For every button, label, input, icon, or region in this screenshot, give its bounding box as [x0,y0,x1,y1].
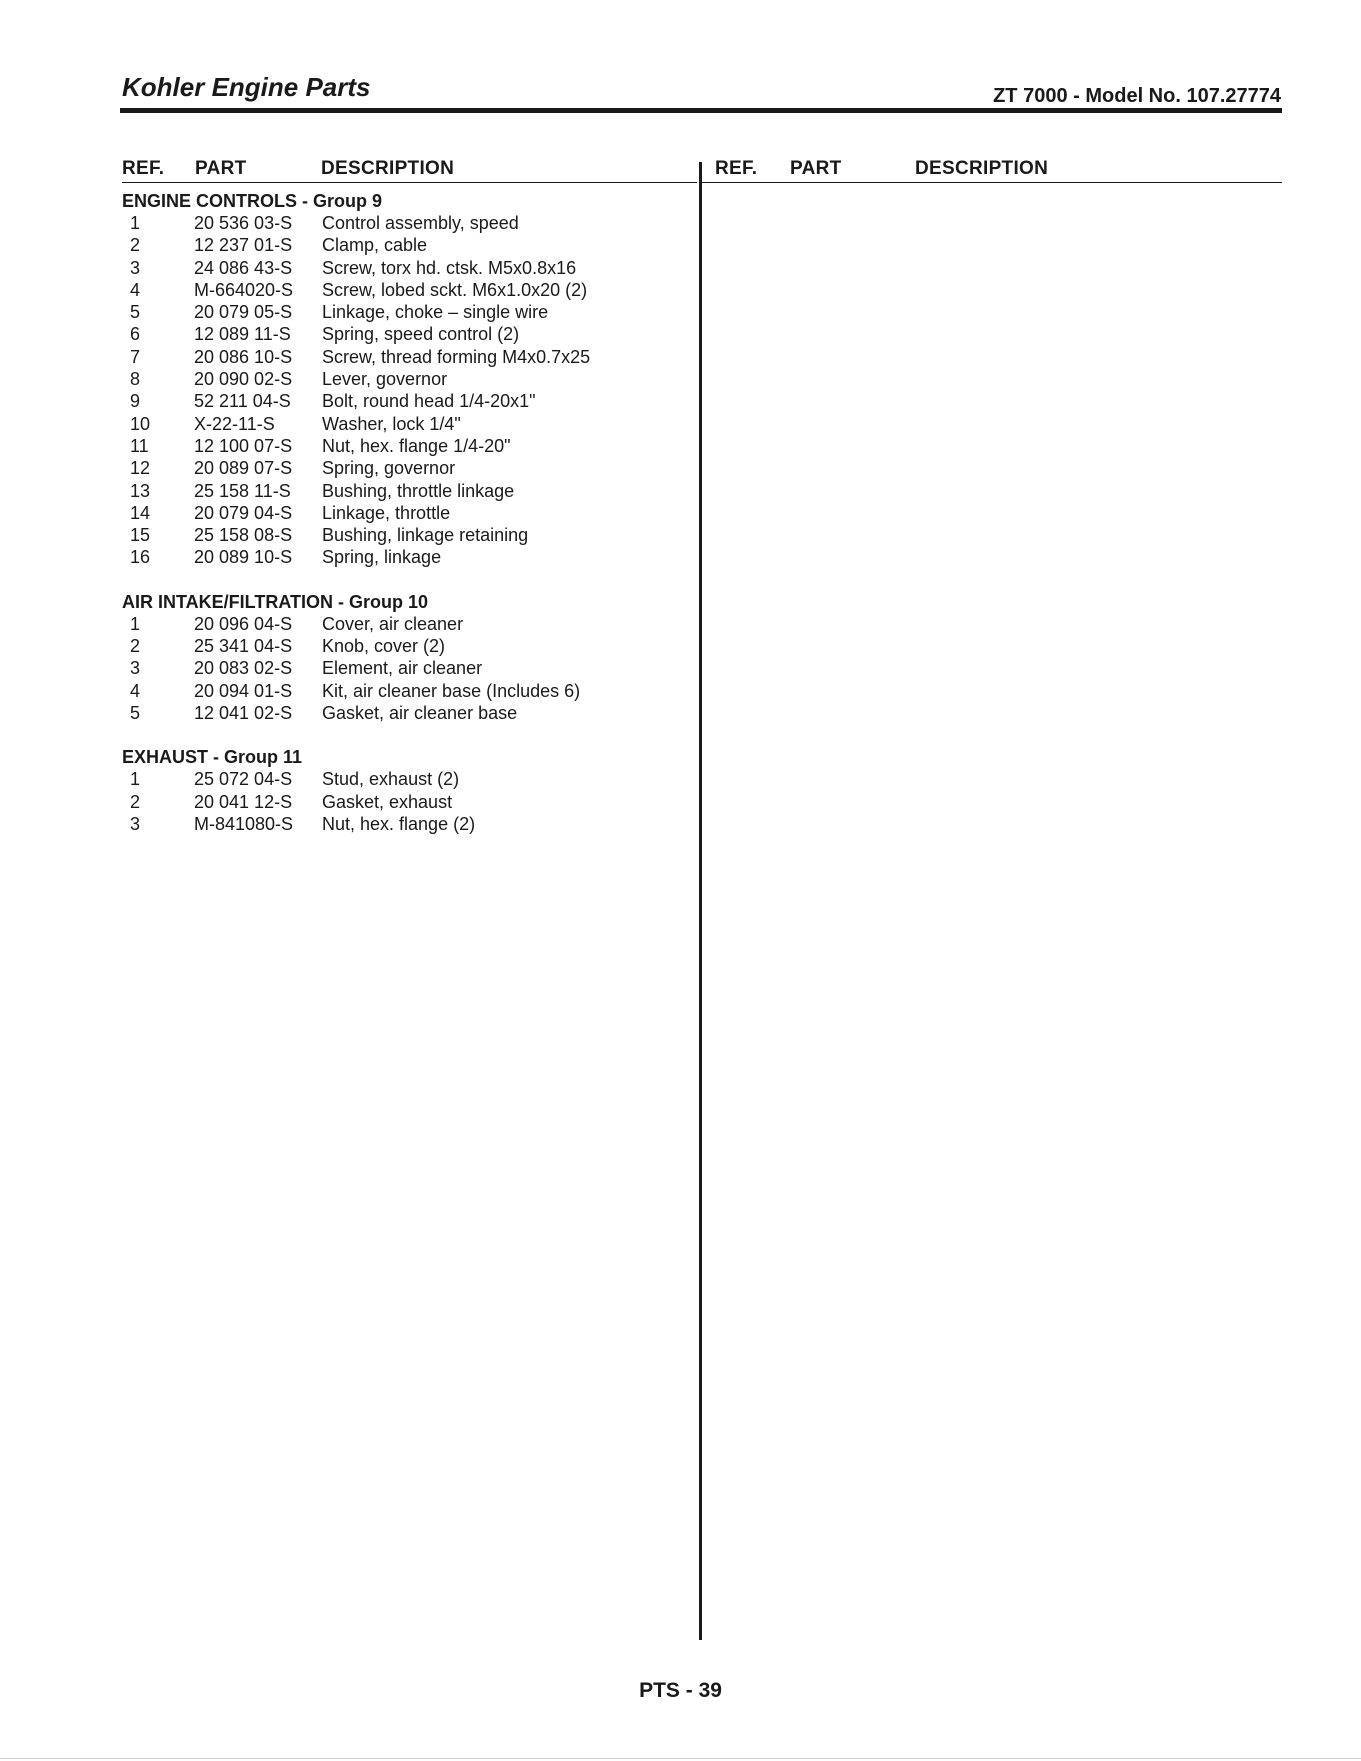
part-row [122,502,682,524]
part-description: Spring, speed control (2) [322,324,520,345]
header-divider [120,108,1282,113]
part-description: Nut, hex. flange 1/4-20" [322,435,511,456]
part-number: 52 211 04-S [194,391,291,412]
right-heading-rule [702,182,1282,183]
part-row [122,390,682,412]
part-row [122,813,682,835]
ref-number: 16 [130,547,151,568]
part-number: 25 158 11-S [194,480,291,501]
part-number: 20 079 04-S [194,502,293,523]
part-row [122,657,682,679]
model-number: ZT 7000 - Model No. 107.27774 [993,85,1281,107]
right-ref-heading: REF. [715,158,758,179]
part-row [122,680,682,702]
bottom-edge-rule [0,1758,1361,1759]
part-row [122,613,682,635]
part-number: 12 041 02-S [194,702,293,723]
part-description: Stud, exhaust (2) [322,769,460,790]
ref-number: 6 [130,324,141,345]
part-row [122,457,682,479]
ref-number: 13 [130,480,151,501]
part-row [122,346,682,368]
part-number: 20 041 12-S [194,791,293,812]
part-description: Control assembly, speed [322,213,519,233]
group-title: EXHAUST - Group 11 [122,747,303,768]
part-row [122,791,682,813]
part-row [122,301,682,323]
part-number: 20 096 04-S [194,613,293,634]
part-description: Gasket, exhaust [322,791,453,812]
part-row [122,413,682,435]
part-description: Clamp, cable [322,235,428,256]
ref-number: 1 [130,613,141,634]
left-part-heading: PART [195,158,247,179]
part-description: Gasket, air cleaner base [322,702,518,723]
parts-group [122,591,682,724]
group-title: ENGINE CONTROLS - Group 9 [122,191,383,211]
part-row [122,435,682,457]
part-number: 25 341 04-S [194,636,293,657]
part-description: Bushing, linkage retaining [322,525,529,546]
part-description: Bolt, round head 1/4-20x1" [322,391,536,412]
part-number: 12 237 01-S [194,235,293,256]
ref-number: 8 [130,369,141,390]
part-description: Bushing, throttle linkage [322,480,515,501]
part-description: Screw, thread forming M4x0.7x25 [322,346,591,367]
ref-number: 5 [130,302,141,323]
page-number: PTS - 39 [639,1679,722,1702]
ref-number: 14 [130,502,151,523]
part-number: 25 158 08-S [194,525,293,546]
column-divider [699,162,702,1640]
part-number: 24 086 43-S [194,257,293,278]
right-part-heading: PART [790,158,842,179]
ref-number: 7 [130,346,141,367]
part-number: 25 072 04-S [194,769,293,790]
group-title: AIR INTAKE/FILTRATION - Group 10 [122,591,428,612]
ref-number: 3 [130,813,141,834]
ref-number: 5 [130,702,141,723]
part-description: Lever, governor [322,369,448,390]
part-description: Knob, cover (2) [322,636,446,657]
part-row [122,546,682,568]
part-description: Spring, linkage [322,547,442,568]
ref-number: 2 [130,636,141,657]
ref-number: 3 [130,257,141,278]
part-number: 20 083 02-S [194,658,293,679]
parts-group [122,190,682,569]
part-row [122,279,682,301]
part-description: Spring, governor [322,458,456,479]
left-ref-heading: REF. [122,158,165,179]
part-description: Screw, lobed sckt. M6x1.0x20 (2) [322,279,588,300]
part-row [122,635,682,657]
ref-number: 11 [130,435,149,456]
part-description: Kit, air cleaner base (Includes 6) [322,680,581,701]
parts-list [122,190,682,857]
right-description-heading: DESCRIPTION [915,158,1049,179]
part-number: 20 089 10-S [194,547,293,568]
ref-number: 9 [130,391,141,412]
part-description: Linkage, choke – single wire [322,302,549,323]
ref-number: 4 [130,279,141,300]
part-row [122,702,682,724]
part-description: Cover, air cleaner [322,613,464,634]
left-heading-rule [122,182,697,183]
part-number: 20 086 10-S [194,346,293,367]
part-number: 20 089 07-S [194,458,293,479]
part-number: X-22-11-S [194,413,275,434]
part-number: 20 094 01-S [194,680,293,701]
part-row [122,257,682,279]
part-number: 20 079 05-S [194,302,293,323]
ref-number: 15 [130,525,151,546]
ref-number: 2 [130,791,141,812]
ref-number: 3 [130,658,141,679]
ref-number: 4 [130,680,141,701]
part-description: Element, air cleaner [322,658,483,679]
ref-number: 2 [130,235,141,256]
page-title: Kohler Engine Parts [122,72,371,102]
ref-number: 12 [130,458,151,479]
left-description-heading: DESCRIPTION [321,158,455,179]
part-row [122,368,682,390]
part-description: Washer, lock 1/4" [322,413,461,434]
parts-group [122,746,682,835]
part-number: 20 090 02-S [194,369,293,390]
part-number: 12 089 11-S [194,324,291,345]
part-description: Linkage, throttle [322,502,451,523]
part-row [122,323,682,345]
ref-number: 1 [130,769,141,790]
part-description: Nut, hex. flange (2) [322,813,476,834]
part-number: 20 536 03-S [194,213,293,233]
part-row [122,234,682,256]
part-description: Screw, torx hd. ctsk. M5x0.8x16 [322,257,577,278]
part-row [122,212,682,234]
part-number: M-841080-S [194,813,294,834]
part-row [122,480,682,502]
part-row [122,768,682,790]
part-number: 12 100 07-S [194,435,293,456]
ref-number: 10 [130,413,151,434]
ref-number: 1 [130,213,141,233]
part-number: M-664020-S [194,279,294,300]
part-row [122,524,682,546]
